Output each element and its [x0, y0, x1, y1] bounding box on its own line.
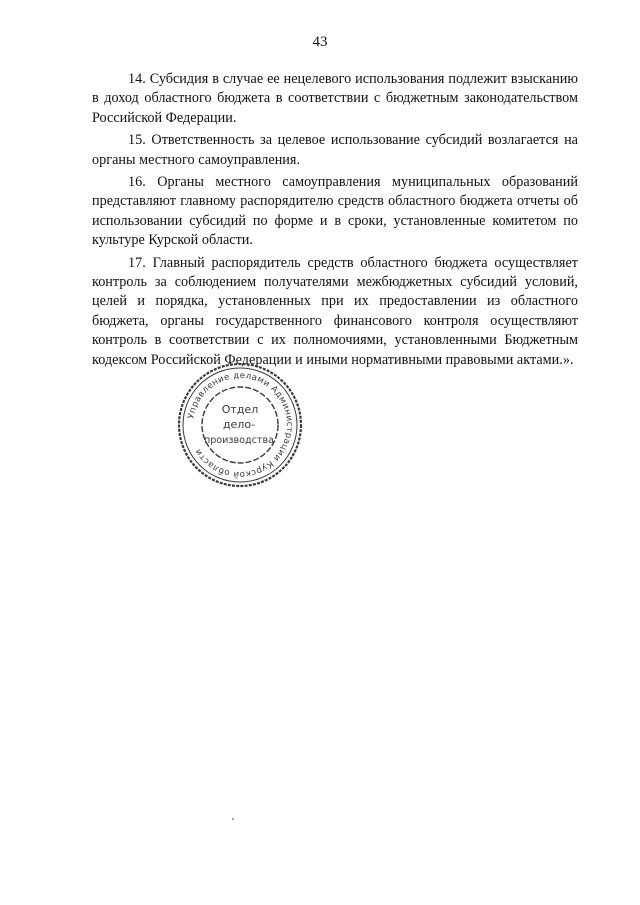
paragraph-16: 16. Органы местного самоуправления муниципальных образований представляют главному распорядителю средств областного бюджета отчеты об использовании субсидий по форме и в сроки, установленные комитетом по культуре Курской области.	[92, 174, 578, 249]
document-body	[92, 70, 578, 373]
office-stamp	[175, 360, 305, 490]
stamp-line-3: производства	[203, 435, 275, 446]
paragraph-15: 15. Ответственность за целевое использование субсидий возлагается на органы местного самоуправления.	[92, 132, 578, 168]
stamp-line-2: дело-	[222, 418, 256, 431]
paragraph-17: 17. Главный распорядитель средств областного бюджета осуществляет контроль за соблюдением получателями межбюджетных субсидий условий, целей и порядка, установленных при их предоставлении из областного бюджета, органы государственного финансового контроля осуществляют контроль в соответствии с их полномочиями, установленными Бюджетным кодексом Российской Федерации и иными нормативными правовыми актами.».	[92, 254, 578, 368]
stamp-ring-text: Управление делами Администрации Курской области	[186, 370, 295, 480]
stamp-seal-icon	[175, 360, 305, 490]
page-number: 43	[312, 34, 328, 50]
stamp-line-1: Отдел	[221, 403, 259, 416]
scan-speck	[232, 818, 234, 820]
paragraph-14: 14. Субсидия в случае ее нецелевого использования подлежит взысканию в доход областного бюджета в соответствии с бюджетным законодательством Российской Федерации.	[92, 71, 578, 126]
